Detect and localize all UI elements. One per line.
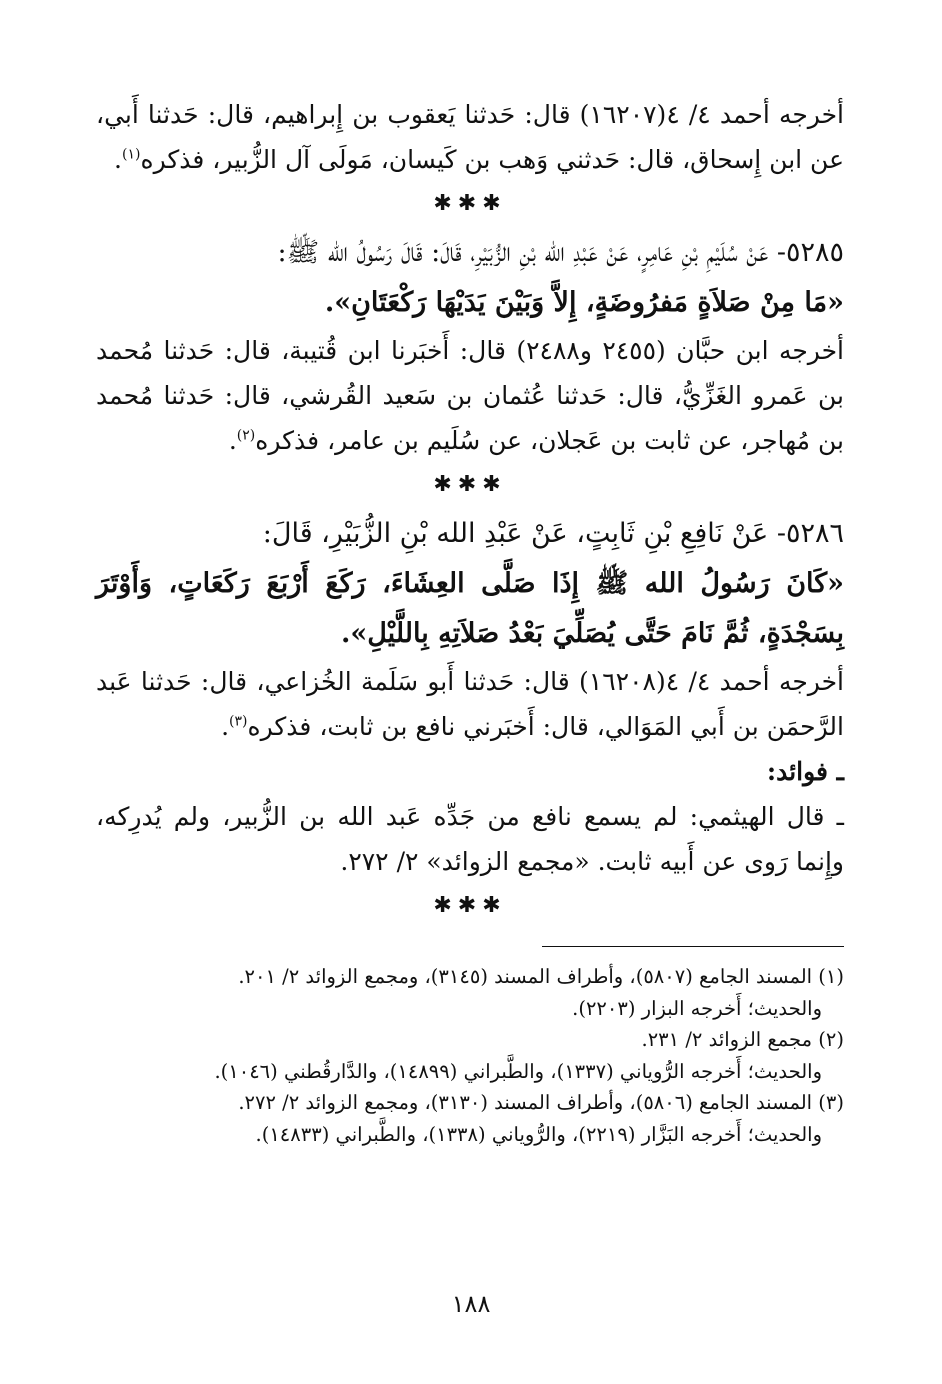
footnote-line: والحديث؛ أَخرجه البَزَّار (٢٢١٩)، والرُّوياني (١٣٣٨)، والطَّبراني (١٤٨٣٣). <box>255 1122 822 1146</box>
footnotes <box>96 961 844 1150</box>
page-number: ١٨٨ <box>451 1290 491 1318</box>
footnote-ref: (٢) <box>236 427 256 444</box>
section-separator: ✱✱✱ <box>433 191 507 216</box>
footnote-line: (١) المسند الجامع (٥٨٠٧)، وأطراف المسند (٣١٤٥)، ومجمع الزوائد ٢/ ٢٠١. <box>238 965 844 988</box>
fawaid-text: ـ قال الهيثمي: لم يسمع نافع من جَدِّه عَبد الله بن الزُّبير، ولم يُدرِكه، وإِنما رَوى عن أَبيه ثابت. «مجمع الزوائد» ٢/ ٢٧٢. <box>96 802 844 876</box>
page-body <box>96 92 844 1150</box>
hadith-heading: ٥٢٨٦- عَنْ نَافِعِ بْنِ ثَابِتٍ، عَنْ عَبْدِ الله بْنِ الزُّبَيْرِ، قَالَ: <box>262 518 844 549</box>
hadith-text: «كَانَ رَسُولُ الله ﷺ إِذَا صَلَّى العِشَاءَ، رَكَعَ أَرْبَعَ رَكَعَاتٍ، وَأَوْتَرَ بِسَجْدَةٍ، ثُمَّ نَامَ حَتَّى يُصَلِّيَ بَعْدُ صَلاَتِهِ بِاللَّيْلِ». <box>96 568 844 649</box>
hadith-text: «مَا مِنْ صَلاَةٍ مَفرُوضَةٍ، إِلاَّ وَبَيْنَ يَدَيْهَا رَكْعَتَانِ». <box>324 287 844 318</box>
hadith-heading: ٥٢٨٥- عَنْ سُلَيْمِ بْنِ عَامِرٍ، عَنْ عَبْدِ الله بْنِ الزُّبَيْرِ، قَالَ: قَالَ رَسُولُ الله ﷺ: <box>277 237 844 268</box>
takhrij-text: أخرجه أحمد ٤/ ٤(١٦٢٠٨) قال: حَدثنا أَبو سَلَمة الخُزاعي، قال: حَدثنا عَبد الرَّحمَن بن أَبي المَوَالي، قال: أَخبَرني نافع بن ثابت، فذكره <box>96 667 845 741</box>
takhrij-paragraph: أخرجه أحمد ٤/ ٤(١٦٢٠٨) قال: حَدثنا أَبو سَلَمة الخُزاعي، قال: حَدثنا عَبد الرَّحمَن بن أَبي المَوَالي، قال: أَخبَرني نافع بن ثابت، فذكره$^{(٣)}$. <box>96 667 845 741</box>
takhrij-text: أخرجه أحمد ٤/ ٤(١٦٢٠٧) قال: حَدثنا يَعقوب بن إِبراهيم، قال: حَدثنا أَبي، عن ابن إِسحاق، قال: حَدثني وَهب بن كَيسان، مَولَى آل الزُّبير، فذكره <box>96 100 844 174</box>
takhrij-paragraph: أخرجه ابن حبَّان (٢٤٥٥ و٢٤٨٨) قال: أَخبَرنا ابن قُتيبة، قال: حَدثنا مُحمد بن عَمرو الغَزِّيُّ، قال: حَدثنا عُثمان بن سَعيد القُرشي، قال: حَدثنا مُحمد بن مُهاجر، عن ثابت بن عَجلان، عن سُلَيم بن عامر، فذكره$^{(٢)}$. <box>96 336 844 455</box>
footnote-divider <box>542 946 844 947</box>
fawaid-heading: ـ فوائد: <box>766 757 844 786</box>
section-separator: ✱✱✱ <box>433 472 507 497</box>
footnote-ref: (١) <box>122 146 141 163</box>
section-separator: ✱✱✱ <box>433 893 507 918</box>
footnote-line: والحديث؛ أَخرجه الرُّوياني (١٣٣٧)، والطَّبراني (١٤٨٩٩)، والدَّارقُطني (١٠٤٦). <box>214 1059 822 1083</box>
footnote-ref: (٣) <box>229 713 248 730</box>
footnote-line: (٢) مجمع الزوائد ٢/ ٢٣١. <box>641 1028 844 1051</box>
takhrij-text: أخرجه ابن حبَّان (٢٤٥٥ و٢٤٨٨) قال: أَخبَرنا ابن قُتيبة، قال: حَدثنا مُحمد بن عَمرو الغَزِّيُّ، قال: حَدثنا عُثمان بن سَعيد القُرشي، قال: حَدثنا مُحمد بن مُهاجر، عن ثابت بن عَجلان، عن سُلَيم بن عامر، فذكره <box>96 336 844 455</box>
footnote-line: (٣) المسند الجامع (٥٨٠٦)، وأطراف المسند (٣١٣٠)، ومجمع الزوائد ٢/ ٢٧٢. <box>238 1091 844 1114</box>
takhrij-paragraph: أخرجه أحمد ٤/ ٤(١٦٢٠٧) قال: حَدثنا يَعقوب بن إِبراهيم، قال: حَدثنا أَبي، عن ابن إِسحاق، قال: حَدثني وَهب بن كَيسان، مَولَى آل الزُّبير، فذكره$^{(١)}$. <box>96 100 844 174</box>
footnote-line: والحديث؛ أَخرجه البزار (٢٢٠٣). <box>572 996 822 1020</box>
